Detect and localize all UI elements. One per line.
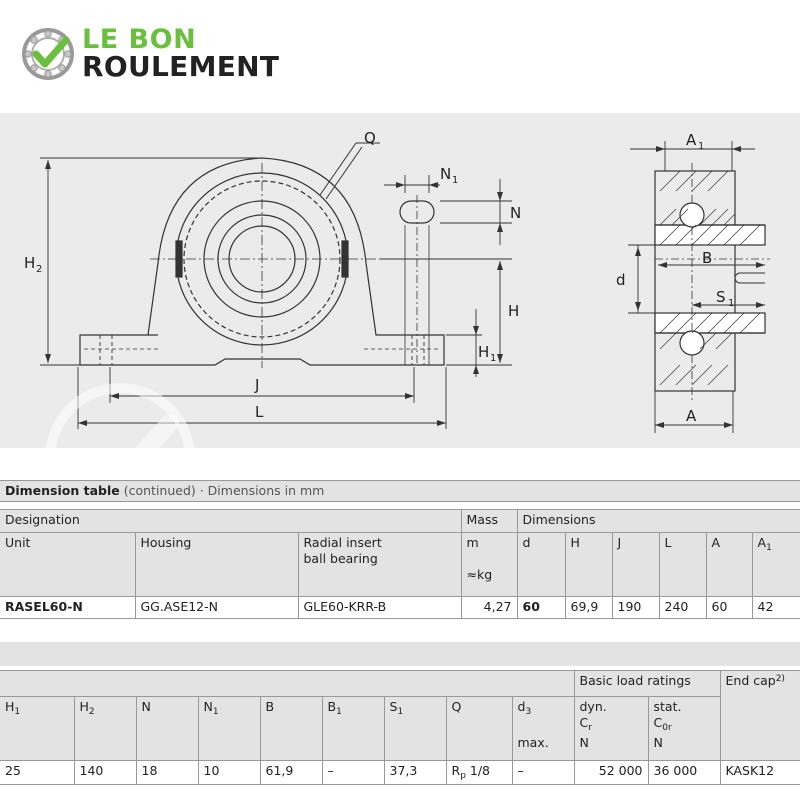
header-H2: $H_2$ bbox=[74, 697, 136, 761]
header-housing: Housing bbox=[135, 533, 298, 597]
cell-S1: 37,3 bbox=[384, 761, 446, 785]
brand-name-line1: LE BON bbox=[82, 24, 197, 55]
header bbox=[0, 0, 800, 110]
cell-B: 61,9 bbox=[260, 761, 322, 785]
table-row bbox=[0, 761, 800, 785]
bearing-check-icon bbox=[22, 26, 78, 82]
brand-name-line2: ROULEMENT bbox=[82, 50, 280, 83]
table-title-rest: (continued) · Dimensions in mm bbox=[119, 483, 325, 498]
header-B: B bbox=[260, 697, 322, 761]
label-H2-sub: 2 bbox=[36, 264, 43, 275]
header-N1: $N_1$ bbox=[198, 697, 260, 761]
label-S1: S bbox=[716, 288, 726, 306]
header-kg: ≈kg bbox=[466, 567, 493, 582]
cell-A: 60 bbox=[706, 597, 752, 619]
header-A1: $A_1$ bbox=[752, 533, 800, 597]
cell-Cr: 52 000 bbox=[574, 761, 648, 785]
header-Q: Q bbox=[446, 697, 512, 761]
cell-L: 240 bbox=[659, 597, 706, 619]
label-A1: A bbox=[686, 131, 697, 149]
header-designation: Designation bbox=[0, 510, 461, 533]
cell-H1: 25 bbox=[0, 761, 74, 785]
header-dimensions: Dimensions bbox=[517, 510, 800, 533]
header-H: H bbox=[565, 533, 612, 597]
label-J: J bbox=[255, 376, 260, 394]
header-mass: Mass bbox=[461, 510, 517, 533]
header-m-label: m bbox=[466, 535, 479, 550]
header-A: A bbox=[706, 533, 752, 597]
dimension-table-1 bbox=[0, 480, 800, 619]
technical-drawing bbox=[0, 113, 800, 448]
ball-bottom bbox=[680, 331, 704, 355]
header-dyn: dyn. $C_r$ N bbox=[574, 697, 648, 761]
cell-C0r: 36 000 bbox=[648, 761, 720, 785]
header-H1: $H_1$ bbox=[0, 697, 74, 761]
cell-housing: GG.ASE12-N bbox=[135, 597, 298, 619]
header-N: N bbox=[136, 697, 198, 761]
cell-A1: 42 bbox=[752, 597, 800, 619]
label-H1: H bbox=[478, 343, 490, 361]
cell-end-cap: KASK12 bbox=[720, 761, 800, 785]
cell-bearing: GLE60-KRR-B bbox=[298, 597, 461, 619]
cell-d: 60 bbox=[517, 597, 565, 619]
label-H2: H bbox=[24, 254, 36, 272]
cell-mass: 4,27 bbox=[461, 597, 517, 619]
label-N1: N bbox=[440, 165, 452, 183]
label-d: d bbox=[616, 271, 626, 289]
table-row bbox=[0, 597, 800, 619]
table-title bbox=[0, 481, 800, 502]
pillow-block-drawing bbox=[0, 113, 800, 448]
label-L: L bbox=[255, 403, 264, 421]
header-radial-line2: ball bearing bbox=[303, 551, 378, 566]
header-basic-load: Basic load ratings bbox=[574, 671, 720, 697]
cell-Q: $R_p$ 1/8 bbox=[446, 761, 512, 785]
cell-d3: – bbox=[512, 761, 574, 785]
cell-unit: RASEL60-N bbox=[0, 597, 135, 619]
header-end-cap: End cap$^{2)}$ bbox=[720, 671, 800, 761]
label-B: B bbox=[702, 249, 713, 267]
label-Q: Q bbox=[364, 129, 376, 147]
cell-H2: 140 bbox=[74, 761, 136, 785]
header-m bbox=[461, 533, 517, 597]
label-S1-sub: 1 bbox=[728, 298, 735, 309]
header-S1: $S_1$ bbox=[384, 697, 446, 761]
header-d: d bbox=[517, 533, 565, 597]
label-A1-sub: 1 bbox=[698, 141, 705, 152]
label-N: N bbox=[510, 204, 522, 222]
header-L: L bbox=[659, 533, 706, 597]
cell-J: 190 bbox=[612, 597, 659, 619]
cell-N1: 10 bbox=[198, 761, 260, 785]
header-unit: Unit bbox=[0, 533, 135, 597]
header-d3: $d_3$ max. bbox=[512, 697, 574, 761]
header-J: J bbox=[612, 533, 659, 597]
label-H1-sub: 1 bbox=[490, 353, 497, 364]
cell-B1: – bbox=[322, 761, 384, 785]
header-B1: $B_1$ bbox=[322, 697, 384, 761]
header-stat: stat. $C_{0r}$ N bbox=[648, 697, 720, 761]
label-A: A bbox=[686, 407, 697, 425]
ball-top bbox=[680, 203, 704, 227]
label-H: H bbox=[508, 302, 520, 320]
label-N1-sub: 1 bbox=[452, 175, 459, 186]
table-title-bold: Dimension table bbox=[5, 483, 120, 498]
header-radial bbox=[298, 533, 461, 597]
cell-N: 18 bbox=[136, 761, 198, 785]
header-radial-line1: Radial insert bbox=[303, 535, 382, 550]
cell-H: 69,9 bbox=[565, 597, 612, 619]
dimension-table-2 bbox=[0, 670, 800, 785]
section-divider bbox=[0, 642, 800, 666]
